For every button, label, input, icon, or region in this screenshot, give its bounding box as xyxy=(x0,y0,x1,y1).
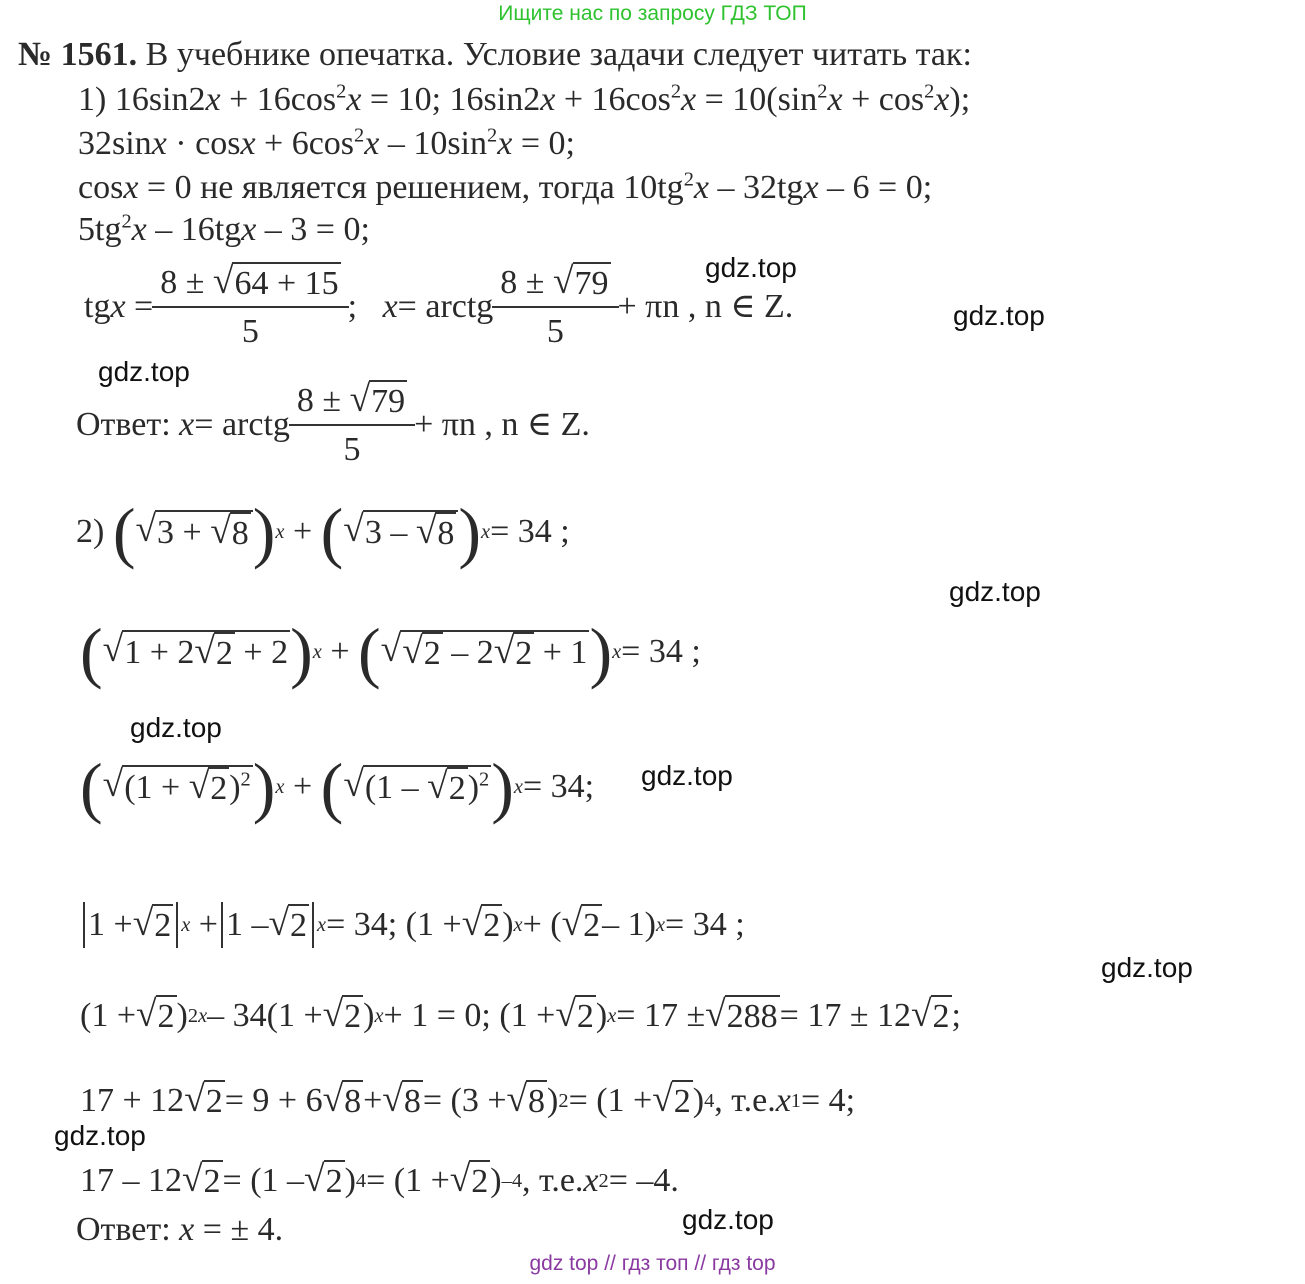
expr: + ( xyxy=(522,906,562,943)
expr: 17 – 12 xyxy=(80,1162,182,1199)
part1-line3: cosx = 0 не является решением, тогда $10tg^2x - 32tgx - 6 = 0$; xyxy=(78,168,933,206)
expr: = 17 ± 12 xyxy=(779,997,911,1034)
expr: = 0 не является решением, тогда 10tg xyxy=(138,169,684,206)
expr: 1 – xyxy=(225,906,269,943)
radicand: 2 xyxy=(581,904,602,946)
denominator: 5 xyxy=(152,306,348,352)
sqrt-icon: √ 2 xyxy=(268,903,307,944)
expr: · cos xyxy=(166,125,241,162)
expr: + 16cos xyxy=(555,81,671,118)
radicand: 8 xyxy=(435,512,456,554)
expr: = (3 + xyxy=(422,1082,507,1119)
expr: = 10; 16sin2 xyxy=(361,81,541,118)
expr: ) xyxy=(229,769,241,806)
sqrt-icon: √ 2 xyxy=(561,903,601,944)
denominator: 5 xyxy=(492,306,618,352)
part2-line4: 1 + √ 2 x + 1 – √ 2 x = 34; (1 + √ 2 ) x + ( √ 2 – 1) x = 34 ; xyxy=(80,902,745,948)
answer-label: Ответ: xyxy=(76,406,171,443)
part2-line5: (1 + √ 2 ) 2x – 34(1 + √ 2 ) x + 1 = 0; (1 + √ 2 ) x = 17 ± √ 288 = 17 ± 12 √ 2 ; xyxy=(80,994,961,1035)
part2-answer: Ответ: x = ± 4. xyxy=(76,1211,284,1248)
sqrt-icon: √ 2 xyxy=(132,903,172,944)
expr: ) xyxy=(467,769,480,806)
radicand: 2 xyxy=(575,995,596,1037)
watermark: gdz.top xyxy=(949,576,1041,607)
expr: – 1) xyxy=(602,906,656,943)
expr: 32sin xyxy=(78,125,152,162)
radicand: 2 xyxy=(324,1160,345,1202)
expr: ; xyxy=(951,997,961,1034)
expr: = 34 ; xyxy=(490,513,570,550)
radicand: 2 xyxy=(422,632,443,674)
sqrt-icon: √ 2 xyxy=(304,1159,343,1200)
radicand: 2 xyxy=(214,632,235,674)
expr: 3 + xyxy=(157,514,211,551)
radicand: 8 xyxy=(526,1080,547,1122)
expr: = arctg xyxy=(397,288,494,325)
expr: tg xyxy=(84,288,111,325)
part2-label: 2) xyxy=(76,513,105,550)
radicand: 2 xyxy=(447,767,468,809)
radicand: 2 xyxy=(469,1160,490,1202)
part1-label: 1) xyxy=(78,81,107,118)
watermark: gdz.top xyxy=(953,300,1045,331)
sqrt-icon: √ 2 xyxy=(652,1079,691,1120)
sqrt-icon: √ 2 xyxy=(184,1079,223,1120)
watermark: gdz.top xyxy=(682,1204,774,1235)
expr: – 3 = 0; xyxy=(256,211,370,248)
expr: ) xyxy=(547,1082,559,1119)
sqrt-icon: √ 3 – √ 8 xyxy=(343,510,458,554)
footer-links[interactable]: gdz top // гдз топ // гдз top xyxy=(529,1252,776,1275)
expr: ) xyxy=(490,1162,502,1199)
expr: = 34; (1 + xyxy=(326,906,462,943)
part2-line7: 17 – 12 √ 2 = (1 – √ 2 ) 4 = (1 + √ 2 ) –4 , т.е. x 2 = –4. xyxy=(80,1159,679,1200)
expr: = 34; xyxy=(522,768,595,805)
expr: = –4. xyxy=(608,1162,679,1199)
expr: = 10(sin xyxy=(696,81,818,118)
expr: = 17 ± xyxy=(616,997,706,1034)
search-hint-link[interactable]: Ищите нас по запросу ГДЗ ТОП xyxy=(498,2,807,25)
radicand: 2 xyxy=(202,1160,223,1202)
expr: ) xyxy=(595,997,608,1034)
sqrt-icon: √ 2 xyxy=(555,994,594,1035)
sqrt-icon: √ √ 2 – 2 √ 2 + 1 xyxy=(380,629,588,672)
expr: = (1 – xyxy=(222,1162,305,1199)
radicand: 288 xyxy=(725,995,780,1037)
expr: + cos xyxy=(842,81,925,118)
sqrt-icon: √ (1 + √ 2 )$^2$ xyxy=(102,764,251,807)
denominator: 5 xyxy=(289,424,415,470)
expr: – 2 xyxy=(442,634,494,671)
expr: ) xyxy=(692,1082,705,1119)
sqrt-icon: √ 288 xyxy=(705,994,778,1035)
expr: (1 – xyxy=(364,769,428,806)
expr: + 6cos xyxy=(255,125,355,162)
sqrt-icon: √ (1 – √ 2 )$^2$ xyxy=(343,764,490,807)
sqrt-icon: √ 8 xyxy=(382,1079,421,1120)
part2-line1: 2) ( √ 3 + √ 8 ) x + ( √ 3 – √ 8 ) x = 34 ; xyxy=(76,494,570,570)
radicand: 8 xyxy=(402,1080,423,1122)
expr: – 34(1 + xyxy=(207,997,323,1034)
sqrt-icon: √ 79 xyxy=(552,261,609,302)
radicand: 79 xyxy=(369,380,407,422)
expr: = 9 + 6 xyxy=(224,1082,323,1119)
expr: ) xyxy=(344,1162,356,1199)
expr: ) xyxy=(502,906,514,943)
sqrt-icon: √ 8 xyxy=(322,1079,362,1120)
expr: (1 + xyxy=(80,997,136,1034)
radicand: 2 xyxy=(342,995,363,1037)
expr: = 0; xyxy=(512,125,575,162)
tg-fraction xyxy=(156,262,344,352)
watermark: gdz.top xyxy=(705,252,797,283)
expr: 8 ± xyxy=(500,264,553,301)
problem-intro: В учебнике опечатка. Условие задачи следует читать так: xyxy=(145,36,972,73)
sqrt-icon: √ 3 + √ 8 xyxy=(135,510,252,554)
expr: = (1 + xyxy=(568,1082,653,1119)
radicand: 2 xyxy=(288,904,309,946)
expr: 8 ± xyxy=(160,264,213,301)
sqrt-icon: √ 8 xyxy=(506,1079,546,1120)
radicand: 64 + 15 xyxy=(232,262,340,304)
expr: 17 + 12 xyxy=(80,1082,185,1119)
expr: + πn , n ∈ Z. xyxy=(617,288,794,325)
part1-line2: $32\sin x \cdot \cos x + 6\cos^2x - 10\sin^2x = 0$; xyxy=(78,124,575,162)
part2-line2: ( √ 1 + 2 √ 2 + 2 ) x + ( √ √ 2 – 2 √ 2 + 1 ) x = 34 ; xyxy=(80,614,701,690)
part2-line3: ( √ (1 + √ 2 )$^2$ ) x + ( √ (1 – √ 2 )$^2$ ) x = 34; xyxy=(80,749,595,825)
expr: 1 + xyxy=(88,906,133,943)
expr: + xyxy=(363,1082,383,1119)
expr: 3 – xyxy=(364,514,416,551)
part1-tg-solution: tg x = 8 ± √ 64 + 15 5 ; x = arctg 8 ± √ 79 5 + πn , n ∈ Z. xyxy=(84,261,794,350)
radicand: 2 xyxy=(208,767,229,809)
watermark: gdz.top xyxy=(641,760,733,791)
part1-line1: 1) $16\sin 2x + 16\cos^2x = 10$; $16\sin 2x + 16\cos^2x = 10(\sin^2x + \cos^2x)$; xyxy=(78,80,971,118)
expr: ); xyxy=(949,81,971,118)
sqrt-icon: √ 64 + 15 xyxy=(212,261,339,302)
expr: = 34 ; xyxy=(665,906,745,943)
radicand: 2 xyxy=(156,995,177,1037)
radicand: 2 xyxy=(672,1080,693,1122)
expr: + 16cos xyxy=(220,81,337,118)
watermark: gdz.top xyxy=(1101,952,1193,983)
answer-fraction xyxy=(293,380,411,470)
expr: – 10sin xyxy=(379,125,488,162)
part2-line6: 17 + 12 √ 2 = 9 + 6 √ 8 + √ 8 = (3 + √ 8 ) 2 = (1 + √ 2 ) 4 , т.е. x 1 = 4; xyxy=(80,1079,856,1120)
expr: – 16tg xyxy=(146,211,242,248)
expr: 1 + 2 xyxy=(124,634,195,671)
radicand: 8 xyxy=(230,512,251,554)
expr: 8 ± xyxy=(296,382,350,419)
radicand: 2 xyxy=(931,995,952,1037)
expr: (1 + xyxy=(124,769,189,806)
expr: = ± 4. xyxy=(194,1211,284,1248)
watermark: gdz.top xyxy=(54,1120,146,1151)
expr: cos xyxy=(78,169,124,206)
part1-line4: $5tg^2x - 16tgx - 3 = 0$; xyxy=(78,210,370,248)
expr: + πn , n ∈ Z. xyxy=(414,406,590,443)
expr: = 4; xyxy=(801,1082,856,1119)
expr: – 6 = 0; xyxy=(818,169,933,206)
expr: , т.е. xyxy=(522,1162,584,1199)
sqrt-icon: √ 2 xyxy=(182,1159,221,1200)
sqrt-icon: √ 2 xyxy=(461,903,501,944)
radicand: 8 xyxy=(342,1080,363,1122)
problem-number: № 1561. xyxy=(18,36,138,73)
radicand: 79 xyxy=(573,262,611,304)
problem-heading xyxy=(18,36,972,74)
expr: ) xyxy=(176,997,188,1034)
radicand: 2 xyxy=(152,904,173,946)
sqrt-icon: √ 2 xyxy=(449,1159,489,1200)
sqrt-icon: √ 2 xyxy=(322,994,362,1035)
expr: 16sin2 xyxy=(114,81,206,118)
radicand: 2 xyxy=(481,904,502,946)
watermark: gdz.top xyxy=(130,712,222,743)
sqrt-icon: √ 2 xyxy=(910,994,950,1035)
sqrt-icon: √ 1 + 2 √ 2 + 2 xyxy=(102,629,289,672)
part1-answer: Ответ: x = arctg 8 ± √ 79 5 + πn , n ∈ Z. xyxy=(76,379,590,468)
radicand: 2 xyxy=(204,1080,225,1122)
arctg-fraction xyxy=(496,262,614,352)
sqrt-icon: √ 79 xyxy=(349,379,406,420)
expr: = arctg xyxy=(194,406,290,443)
expr: ; xyxy=(347,288,358,325)
expr: + 2 xyxy=(234,634,289,671)
sqrt-icon: √ 2 xyxy=(136,994,175,1035)
expr: + 1 = 0; (1 + xyxy=(383,997,556,1034)
watermark: gdz.top xyxy=(98,356,190,387)
expr: = 34 ; xyxy=(621,633,701,670)
radicand: 2 xyxy=(513,632,534,674)
expr: ) xyxy=(363,997,375,1034)
expr: – 32tg xyxy=(708,169,804,206)
expr: = (1 + xyxy=(366,1162,450,1199)
expr: + 1 xyxy=(534,634,588,671)
expr: , т.е. xyxy=(714,1082,776,1119)
expr: 5tg xyxy=(78,211,122,248)
answer-label: Ответ: xyxy=(76,1211,171,1248)
